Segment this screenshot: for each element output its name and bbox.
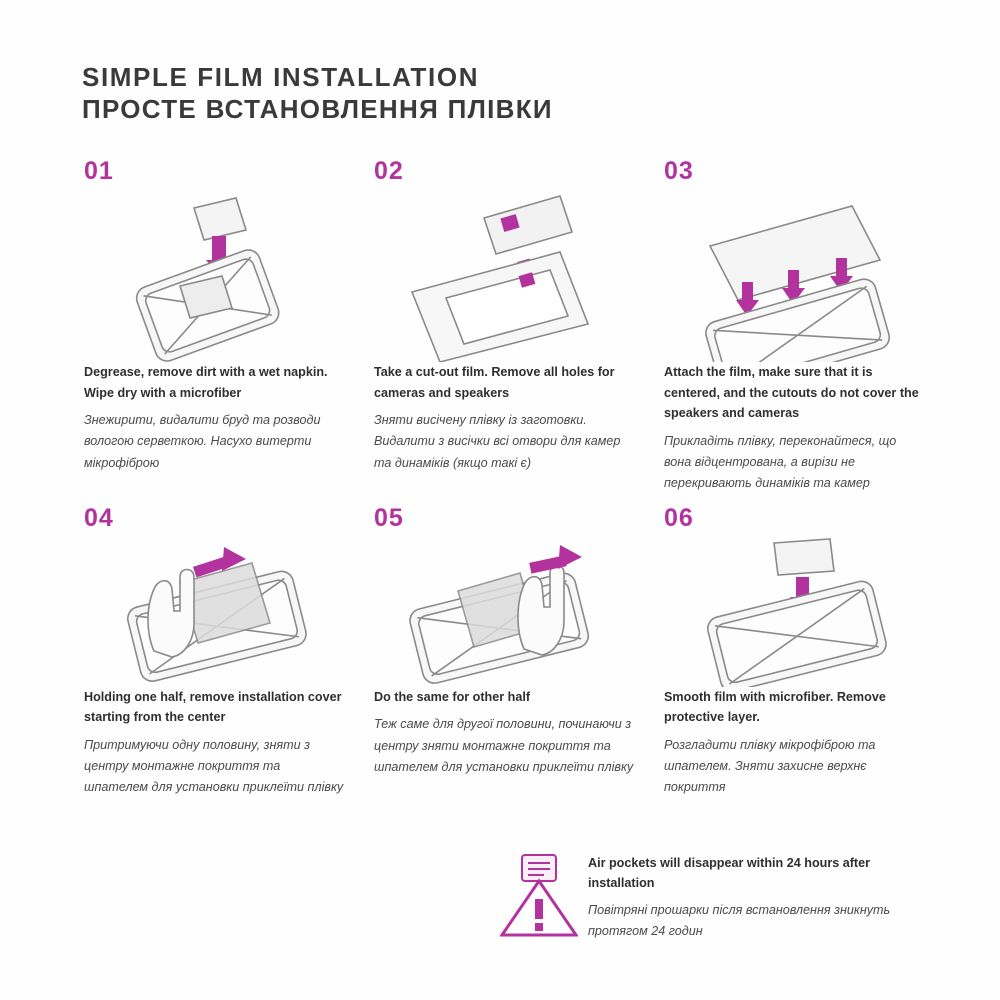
step-text-uk: Теж саме для другої половини, починаючи з центру зняти монтажне покриття та шпателем для установки приклеїти плівку <box>374 717 634 774</box>
step-text-uk: Розгладити плівку мікрофіброю та шпателем. Зняти захисне верхнє покриття <box>664 737 876 795</box>
film-align-phone-icon <box>664 190 924 362</box>
step-text-en: Smooth film with microfiber. Remove protective layer. <box>664 690 886 725</box>
step-card-03 <box>658 153 930 494</box>
page-header <box>82 62 930 125</box>
smooth-microfiber-icon <box>664 537 924 687</box>
step-card-02 <box>368 153 640 494</box>
peel-right-half-icon <box>374 537 634 687</box>
page-title-uk: ПРОСТЕ ВСТАНОВЛЕННЯ ПЛІВКИ <box>82 93 553 124</box>
warning-exclamation-icon <box>500 851 578 942</box>
step-card-06 <box>658 500 930 798</box>
film-cutout-icon <box>374 190 634 362</box>
step-text-en: Do the same for other half <box>374 690 531 705</box>
step-text-en: Degrease, remove dirt with a wet napkin. Wipe dry with a microfiber <box>84 365 328 400</box>
footer-text-en: Air pockets will disappear within 24 hours after installation <box>588 856 871 891</box>
footer-text-uk: Повітряні прошарки після встановлення зникнуть протягом 24 годин <box>588 903 891 939</box>
step-text-en: Take a cut-out film. Remove all holes for cameras and speakers <box>374 365 615 400</box>
step-card-05 <box>368 500 640 798</box>
peel-left-half-icon <box>84 537 344 687</box>
step-number: 01 <box>84 157 114 186</box>
step-text-uk: Зняти висічену плівку із заготовки. Видалити з висічки всі отвори для камер та динаміків (якщо такі є) <box>374 413 621 470</box>
step-number: 02 <box>374 157 404 186</box>
step-number: 06 <box>664 504 694 533</box>
steps-grid <box>78 153 930 798</box>
step-number: 04 <box>84 504 114 533</box>
step-number: 03 <box>664 157 694 186</box>
footer-note <box>500 849 920 942</box>
step-text-uk: Притримуючи одну половину, зняти з центру монтажне покриття та шпателем для установки приклеїти плівку <box>84 737 344 795</box>
step-card-04 <box>78 500 350 798</box>
step-text-en: Attach the film, make sure that it is centered, and the cutouts do not cover the speakers and cameras <box>664 365 919 421</box>
page-title-en: SIMPLE FILM INSTALLATION <box>82 62 480 92</box>
phone-with-wipe-icon <box>84 190 344 362</box>
step-number: 05 <box>374 504 404 533</box>
step-text-uk: Знежирити, видалити бруд та розводи вологою серветкою. Насухо витерти мікрофіброю <box>84 413 321 470</box>
step-text-en: Holding one half, remove installation cover starting from the center <box>84 690 342 725</box>
step-text-uk: Прикладіть плівку, переконайтеся, що вона відцентрована, а вирізи не перекривають динаміків та камер <box>664 433 897 490</box>
step-card-01 <box>78 153 350 494</box>
